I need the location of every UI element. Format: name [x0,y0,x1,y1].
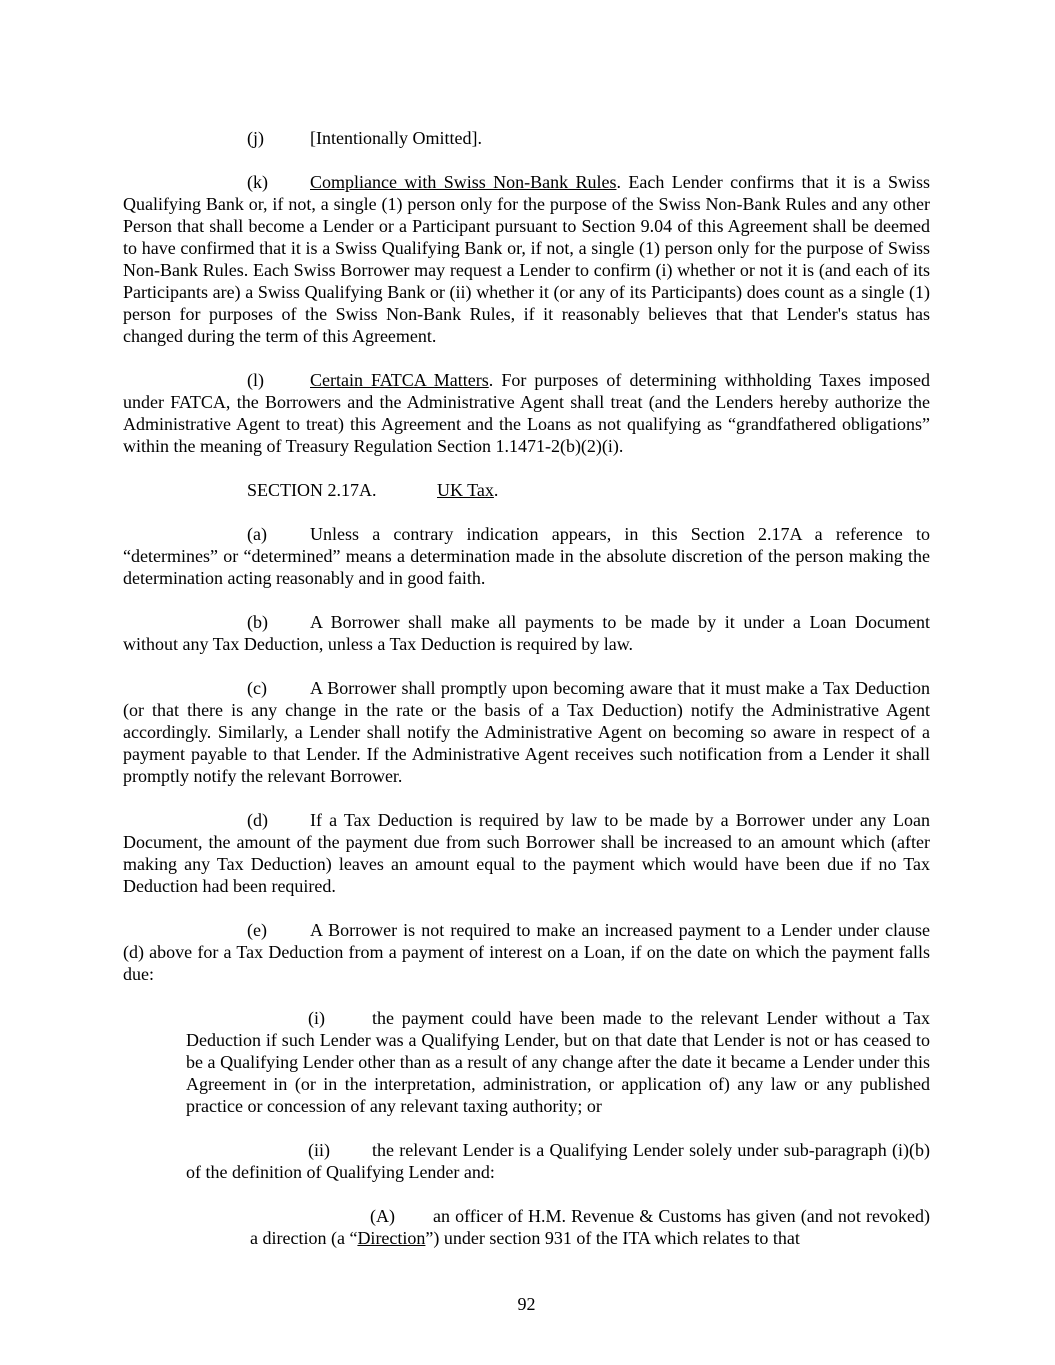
paragraph-b [123,611,930,655]
page-number: 92 [517,1294,536,1314]
paragraph-c-text: A Borrower shall promptly upon becoming aware that it must make a Tax Deduction (or that there is any change in the rate or the basis of a Tax Deduction) notify the Administrative Agent accordingly. Similarly, a Lender shall notify the Administrative Agent on becoming so aware in respect of a payment payable to that Lender. If the Administrative Agent receives such notification from a Lender it shall promptly notify the relevant Borrower. [123,678,930,786]
paragraph-b-label: (b) [247,612,268,632]
paragraph-k-text: . Each Lender confirms that it is a Swiss Qualifying Bank or, if not, a single (1) person only for the purpose of the Swiss Non-Bank Rules and any other Person that shall become a Lender or a Participant pursuant to Section 9.04 of this Agreement shall be deemed to have confirmed that it is a Swiss Qualifying Bank or, if not, a single (1) person only for the purpose of Swiss Non-Bank Rules. Each Swiss Borrower may request a Lender to confirm (i) whether or not it is (and each of its Participants are) a Swiss Qualifying Bank or (ii) whether it (or any of its Participants) does count as a single (1) person for purposes of the Swiss Non-Bank Rules, if it reasonably believes that that Lender's status has changed during the term of this Agreement. [123,172,930,346]
subparagraph-A-term: Direction [357,1228,426,1248]
paragraph-l-heading: Certain FATCA Matters [310,370,489,390]
subparagraph-i-text: the payment could have been made to the relevant Lender without a Tax Deduction if such Lender was a Qualifying Lender, but on that date that Lender is not or has ceased to be a Qualifying Lender other than as a result of any change after the date it became a Lender under this Agreement in (or in the interpretation, administration, or application of) any law or any published practice or concession of any relevant taxing authority; or [186,1008,930,1116]
paragraph-j [123,127,930,149]
paragraph-k [123,171,930,347]
paragraph-c-label: (c) [247,678,267,698]
paragraph-j-label: (j) [247,128,264,148]
section-heading-2-17a [123,479,930,501]
paragraph-c [123,677,930,787]
subparagraph-ii-text: the relevant Lender is a Qualifying Lender solely under sub-paragraph (i)(b) of the definition of Qualifying Lender and: [186,1140,930,1182]
paragraph-e [123,919,930,985]
section-heading-period: . [493,480,499,500]
paragraph-e-label: (e) [247,920,267,940]
subparagraph-ii [186,1139,930,1183]
paragraph-l [123,369,930,457]
paragraph-a-text: Unless a contrary indication appears, in this Section 2.17A a reference to “determines” or “determined” means a determination made in the absolute discretion of the person making the determination acting reasonably and in good faith. [123,524,930,588]
paragraph-a [123,523,930,589]
subparagraph-i [186,1007,930,1117]
section-heading-label: SECTION 2.17A. [247,480,377,500]
paragraph-a-label: (a) [247,524,267,544]
subparagraph-i-label: (i) [308,1008,325,1028]
paragraph-d-label: (d) [247,810,268,830]
paragraph-b-text: A Borrower shall make all payments to be made by it under a Loan Document without any Tax Deduction, unless a Tax Deduction is required by law. [123,612,930,654]
paragraph-d-text: If a Tax Deduction is required by law to be made by a Borrower under any Loan Document, the amount of the payment due from such Borrower shall be increased to an amount which (after making any Tax Deduction) leaves an amount equal to the payment which would have been due if no Tax Deduction had been required. [123,810,930,896]
subparagraph-A-text-pre: an officer of H.M. Revenue & Customs has given (and not revoked) a direction (a “ [250,1206,930,1248]
subparagraph-A-text-post: ”) under section 931 of the ITA which relates to that [425,1228,800,1248]
paragraph-e-text: A Borrower is not required to make an increased payment to a Lender under clause (d) above for a Tax Deduction from a payment of interest on a Loan, if on the date on which the payment falls due: [123,920,930,984]
paragraph-l-text: . For purposes of determining withholding Taxes imposed under FATCA, the Borrowers and the Administrative Agent shall treat (and the Lenders hereby authorize the Administrative Agent to treat) this Agreement and the Loans as not qualifying as “grandfathered obligations” within the meaning of Treasury Regulation Section 1.1471-2(b)(2)(i). [123,370,930,456]
subparagraph-A [250,1205,930,1249]
paragraph-k-heading: Compliance with Swiss Non-Bank Rules [310,172,617,192]
paragraph-d [123,809,930,897]
section-heading-title: UK Tax [437,480,494,500]
paragraph-j-text: [Intentionally Omitted]. [310,128,482,148]
paragraph-l-label: (l) [247,370,264,390]
subparagraph-A-label: (A) [370,1206,395,1226]
paragraph-k-label: (k) [247,172,268,192]
subparagraph-ii-label: (ii) [308,1140,330,1160]
